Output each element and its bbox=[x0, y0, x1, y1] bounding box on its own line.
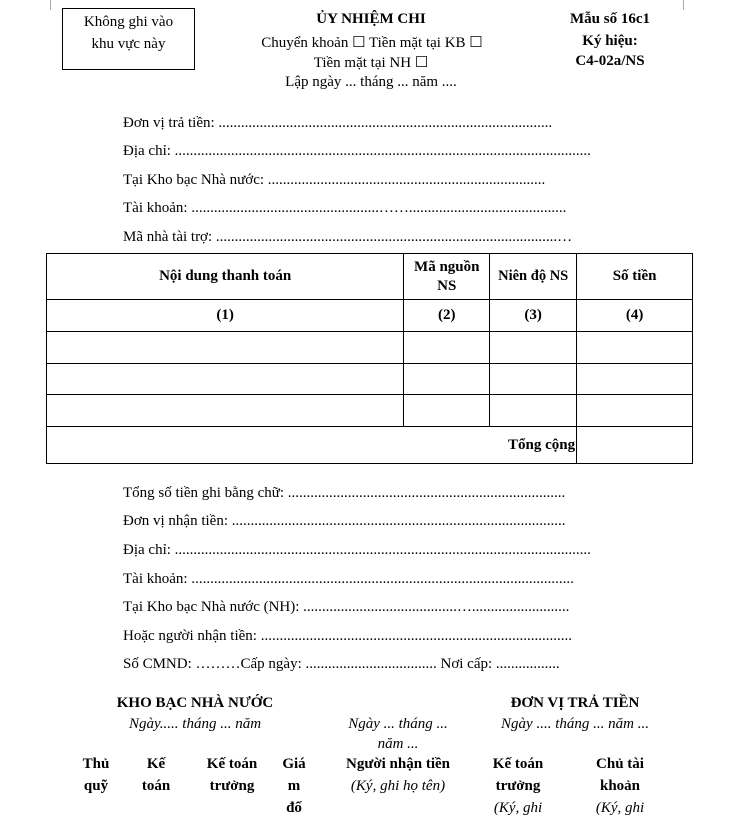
payee-treasury-field: Tại Kho bạc Nhà nước (NH): .........................................….......................... bbox=[123, 599, 570, 615]
reserved-area-line1: Không ghi vào bbox=[83, 14, 174, 30]
header-amount: Số tiền bbox=[577, 254, 693, 300]
payee-address-field: Địa chỉ: ............................................................................................................... bbox=[123, 542, 591, 558]
payer-title: ĐƠN VỊ TRẢ TIỀN bbox=[510, 695, 640, 711]
signature-label: Kế toán bbox=[492, 756, 544, 772]
payment-method-line1: Chuyển khoản ☐ Tiền mặt tại KB ☐ bbox=[261, 35, 483, 51]
payer-unit-field: Đơn vị trả tiền: ......................................................................................... bbox=[123, 115, 553, 131]
payer-account-field: Tài khoản: ..................................................…….......................................... bbox=[123, 200, 567, 216]
table-cell bbox=[404, 395, 490, 427]
signature-cashier bbox=[74, 753, 118, 797]
header-fiscal-year: Niên độ NS bbox=[490, 254, 577, 300]
table-number-row bbox=[47, 300, 693, 332]
form-title: ỦY NHIỆM CHI bbox=[316, 11, 426, 27]
signature-sublabel: (Ký, ghi bbox=[493, 800, 543, 816]
total-amount-cell bbox=[577, 427, 693, 464]
symbol-code: C4-02a/NS bbox=[575, 53, 645, 69]
treasury-title: KHO BẠC NHÀ NƯỚC bbox=[116, 695, 274, 711]
symbol-label: Ký hiệu: bbox=[582, 33, 638, 49]
header-content: Nội dung thanh toán bbox=[47, 254, 404, 300]
table-row bbox=[47, 332, 693, 364]
table-cell bbox=[47, 395, 404, 427]
col-number-3: (3) bbox=[490, 300, 577, 332]
signature-label: m bbox=[287, 778, 301, 794]
signature-label: khoản bbox=[599, 778, 641, 794]
table-row bbox=[47, 395, 693, 427]
donor-code-field: Mã nhà tài trợ: ...........................................................................................… bbox=[123, 229, 573, 245]
reserved-area-box bbox=[62, 8, 195, 70]
signature-label: Người nhận tiền bbox=[346, 756, 450, 772]
payer-treasury-field: Tại Kho bạc Nhà nước: .......................................................................... bbox=[123, 172, 546, 188]
table-header-row bbox=[47, 254, 693, 300]
signature-label: toán bbox=[141, 778, 171, 794]
table-cell bbox=[490, 395, 577, 427]
signature-accountant bbox=[134, 753, 178, 797]
header-source-code: Mã nguồn NS bbox=[404, 254, 490, 300]
signature-label: Kế bbox=[146, 756, 166, 772]
form-number: Mẫu số 16c1 bbox=[570, 11, 650, 27]
table-total-row bbox=[47, 427, 693, 464]
payee-unit-field: Đơn vị nhận tiền: ......................................................................................... bbox=[123, 513, 566, 529]
signature-recipient bbox=[323, 753, 473, 797]
signature-label: trưởng bbox=[209, 778, 255, 794]
table-cell bbox=[404, 332, 490, 364]
form-date: Lập ngày ... tháng ... năm .... bbox=[285, 74, 457, 90]
treasury-date: Ngày..... tháng ... năm bbox=[128, 716, 262, 732]
table-cell bbox=[490, 332, 577, 364]
table-cell bbox=[404, 364, 490, 395]
table-cell bbox=[47, 332, 404, 364]
payee-account-field: Tài khoản: ...................................................................................................... bbox=[123, 571, 574, 587]
col-number-4: (4) bbox=[577, 300, 693, 332]
recipient-date-line2: năm ... bbox=[377, 736, 419, 752]
col-number-1: (1) bbox=[47, 300, 404, 332]
signature-label: Giá bbox=[282, 756, 306, 772]
signature-label: trưởng bbox=[495, 778, 541, 794]
table-row bbox=[47, 364, 693, 395]
payment-method-line2: Tiền mặt tại NH ☐ bbox=[313, 55, 429, 71]
signature-director bbox=[280, 753, 308, 819]
table-cell bbox=[577, 364, 693, 395]
signature-label: Thủ bbox=[82, 756, 110, 772]
signature-label: Chủ tài bbox=[596, 756, 644, 772]
signature-chief-accountant bbox=[192, 753, 272, 797]
signature-payer-chief-accountant bbox=[478, 753, 558, 819]
signature-sublabel: (Ký, ghi họ tên) bbox=[350, 778, 446, 794]
recipient-date-line1: Ngày ... tháng ... bbox=[348, 716, 448, 732]
table-cell bbox=[490, 364, 577, 395]
signature-label: Kế toán bbox=[206, 756, 258, 772]
table-cell bbox=[577, 395, 693, 427]
table-cell bbox=[577, 332, 693, 364]
payee-person-field: Hoặc người nhận tiền: ................................................................................... bbox=[123, 628, 572, 644]
reserved-area-line2: khu vực này bbox=[91, 36, 166, 52]
table-cell bbox=[47, 364, 404, 395]
page-corner-mark-right bbox=[683, 0, 694, 10]
payment-table bbox=[46, 253, 693, 464]
col-number-2: (2) bbox=[404, 300, 490, 332]
signature-label: quỹ bbox=[83, 778, 109, 794]
id-card-field: Số CMND: ………Cấp ngày: ................................... Nơi cấp: ................. bbox=[123, 656, 560, 672]
amount-in-words-field: Tổng số tiền ghi bằng chữ: .......................................................................... bbox=[123, 485, 566, 501]
signature-label: đố bbox=[286, 800, 302, 816]
signature-sublabel: (Ký, ghi bbox=[595, 800, 645, 816]
payer-date: Ngày .... tháng ... năm ... bbox=[501, 716, 649, 732]
payer-address-field: Địa chỉ: ............................................................................................................... bbox=[123, 143, 591, 159]
total-label: Tổng cộng bbox=[47, 427, 577, 464]
page-corner-mark-left bbox=[40, 0, 51, 10]
signature-account-owner bbox=[580, 753, 660, 819]
